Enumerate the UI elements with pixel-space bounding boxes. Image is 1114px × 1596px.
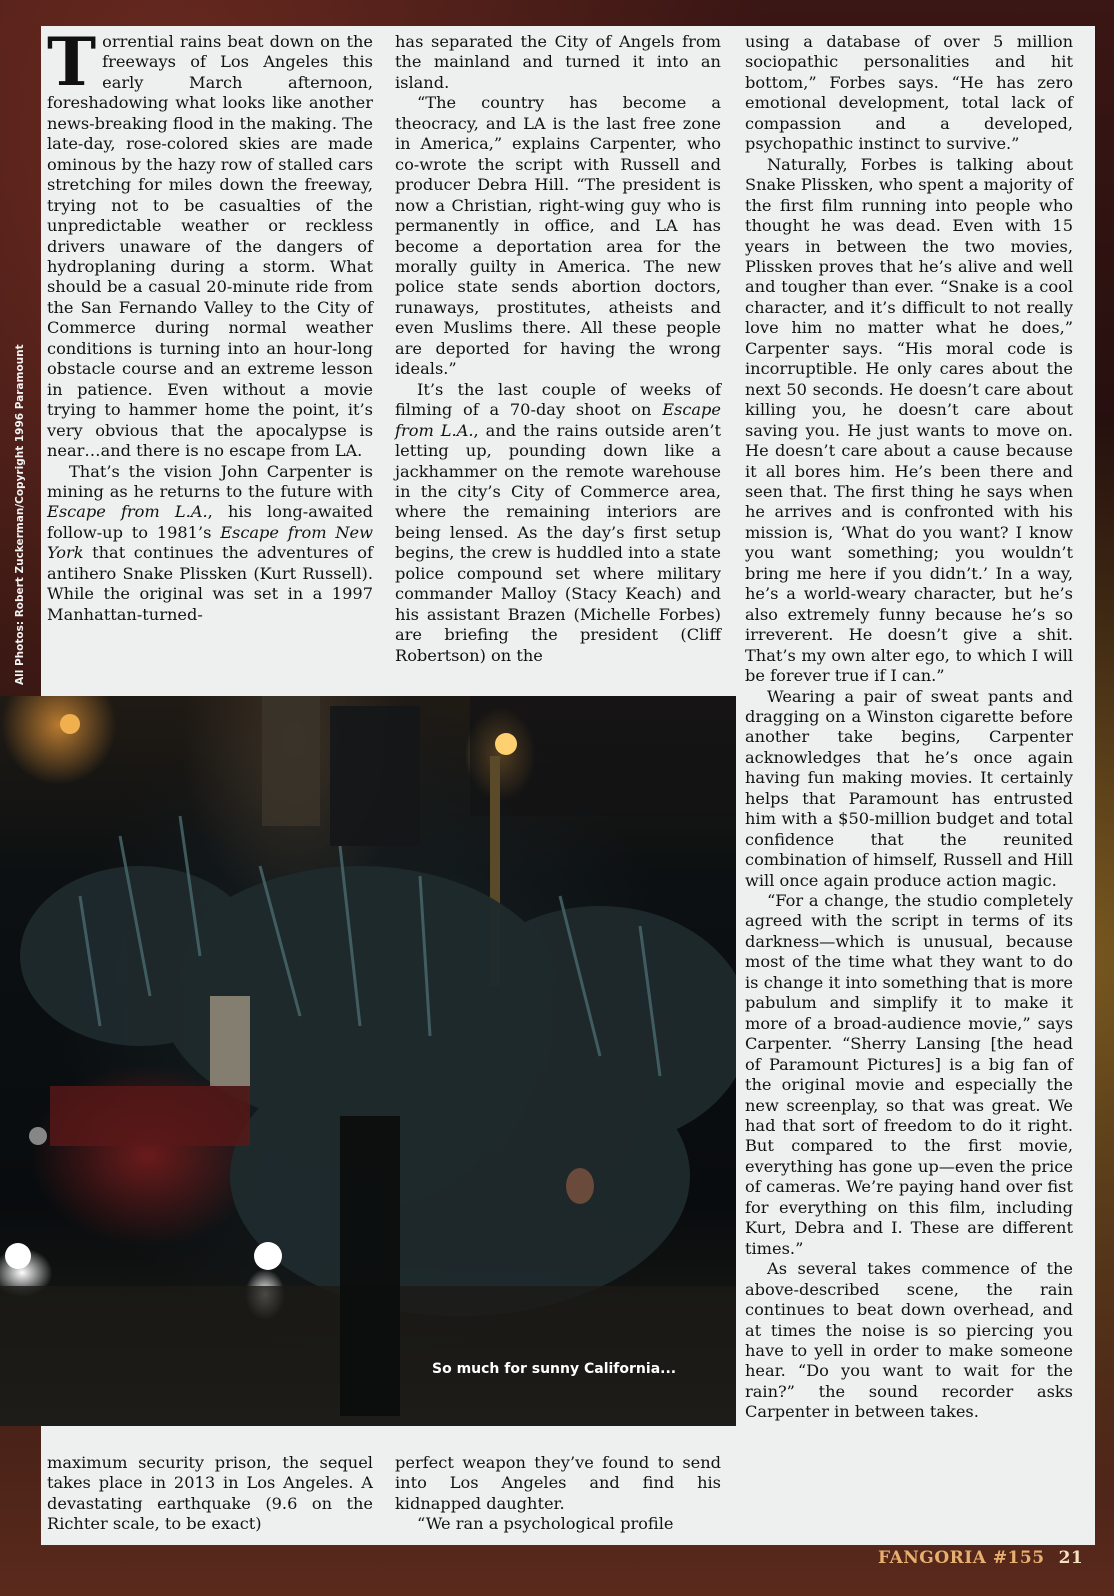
article-column-2-continued	[395, 1453, 721, 1535]
article-column-2	[395, 32, 721, 666]
photo-credit: All Photos: Robert Zuckerman/Copyright 1996 Paramount	[14, 344, 26, 685]
crowd-scene-illustration	[0, 696, 736, 1426]
paragraph: As several takes commence of the above-described scene, the rain continues to beat down overhead, and at times the noise is so piercing you have to yell in order to make someone hear. “Do you want to wait for the rain?” the sound recorder asks Carpenter in between takes.	[745, 1259, 1073, 1422]
paragraph	[395, 380, 721, 666]
paragraph-text: , his long-awaited follow-up to 1981’s	[47, 502, 373, 542]
paragraph: “The country has become a theocracy, and LA is the last free zone in America,” explains Carpenter, who co-wrote the script with Russell and producer Debra Hill. “The president is now a Christian, right-wing guy who is permanently in office, and LA has become a deportation area for the morally guilty in America. The new police state sends abortion doctors, runaways, prostitutes, atheists and even Muslims there. All these people are deported for having the wrong ideals.”	[395, 93, 721, 379]
paragraph: maximum security prison, the sequel takes place in 2013 in Los Angeles. A devastating earthquake (9.6 on the Richter scale, to be exact)	[47, 1453, 373, 1534]
drop-cap: T	[47, 23, 97, 101]
paragraph: perfect weapon they’ve found to send into Los Angeles and find his kidnapped daughter.	[395, 1453, 721, 1513]
paragraph-text: orrential rains beat down on the freeways of Los Angeles this early March afternoon, foreshadowing what looks like another news-breaking flood in the making. The late-day, rose-colored skies are made ominous by the hazy row of stalled cars stretching for miles down the freeway, trying not to be casualties of the unpredictable weather or reckless drivers unaware of the dangers of hydroplaning during a storm. What should be a casual 20-minute ride from the San Fernando Valley to the City of Commerce during normal weather conditions is turning into an hour-long obstacle course and an extreme lesson in patience. Even without a movie trying to hammer home the point, it’s very obvious that the apocalypse is near…and there is no escape from LA.	[47, 32, 373, 461]
film-title: Escape from L.A.	[395, 400, 721, 440]
paragraph: using a database of over 5 million sociopathic personalities and hit bottom,” Forbes says. “He has zero emotional development, total lack of compassion and a developed, psychopathic instinct to survive.”	[745, 32, 1073, 154]
article-column-1	[47, 23, 373, 625]
film-title: Escape from New York	[47, 522, 373, 563]
paragraph: “For a change, the studio completely agreed with the script in terms of its darkness—which is unusual, because most of the time what they want to do is change it into something that is more pabulum and simplify it to make it more of a broad-audience movie,” says Carpenter. “Sherry Lansing [the head of Paramount Pictures] is a big fan of the original movie and especially the new screenplay, so that was great. We had that sort of freedom to do it right. But compared to the first movie, everything has gone up—even the price of cameras. We’re paying hand over fist for everything on this film, including Kurt, Debra and I. These are different times.”	[745, 891, 1073, 1258]
film-still-photo	[0, 696, 736, 1426]
paragraph: has separated the City of Angels from the mainland and turned it into an island.	[395, 32, 721, 92]
article-column-1-continued	[47, 1453, 373, 1535]
film-title: Escape from L.A.	[47, 502, 208, 522]
paragraph	[47, 23, 373, 462]
page-folio	[878, 1548, 1083, 1568]
photo-caption: So much for sunny California...	[432, 1361, 677, 1377]
paragraph-text: that continues the adventures of antihero Snake Plissken (Kurt Russell). While the original was set in a 1997 Manhattan-turned-	[47, 543, 373, 624]
paragraph-text: That’s the vision John Carpenter is mining as he returns to the future with	[47, 461, 373, 501]
magazine-issue: FANGORIA #155	[878, 1548, 1045, 1568]
paragraph: Wearing a pair of sweat pants and dragging on a Winston cigarette before another take begins, Carpenter acknowledges that he’s once again having fun making movies. It certainly helps that Paramount has entrusted him with a $50-million budget and total confidence that the reunited combination of himself, Russell and Hill will once again produce action magic.	[745, 686, 1073, 890]
article-column-3	[745, 32, 1073, 1423]
paragraph: “We ran a psychological profile	[417, 1514, 674, 1534]
page-number: 21	[1058, 1548, 1084, 1568]
paragraph-text: , and the rains outside aren’t letting up, pounding down like a jackhammer on the remote warehouse in the city’s City of Commerce area, where the remaining interiors are being lensed. As the day’s first setup begins, the crew is huddled into a state police compound set where military commander Malloy (Stacy Keach) and his assistant Brazen (Michelle Forbes) are briefing the president (Cliff Robertson) on the	[395, 420, 721, 665]
paragraph-text: It’s the last couple of weeks of filming of a 70-day shoot on	[395, 379, 721, 420]
paragraph	[47, 462, 373, 626]
paragraph: Naturally, Forbes is talking about Snake Plissken, who spent a majority of the first film running into people who thought he was dead. Even with 15 years in between the two movies, Plissken proves that he’s alive and well and tougher than ever. “Snake is a cool character, and it’s difficult to not really love him no matter what he does,” Carpenter says. “His moral code is incorruptible. He only cares about the next 50 seconds. He doesn’t care about killing you, he doesn’t care about saving you. He just wants to move on. He doesn’t care about a cause because it all bores him. He’s been there and seen that. The first thing he says when he arrives and is confronted with his mission is, ‘What do you want? I know you want something; you wouldn’t bring me here if you didn’t.’ In a way, he’s a world-weary character, but he’s also extremely funny because he’s so irreverent. He doesn’t give a shit. That’s my own alter ego, to which I will be forever true if I can.”	[745, 154, 1073, 686]
